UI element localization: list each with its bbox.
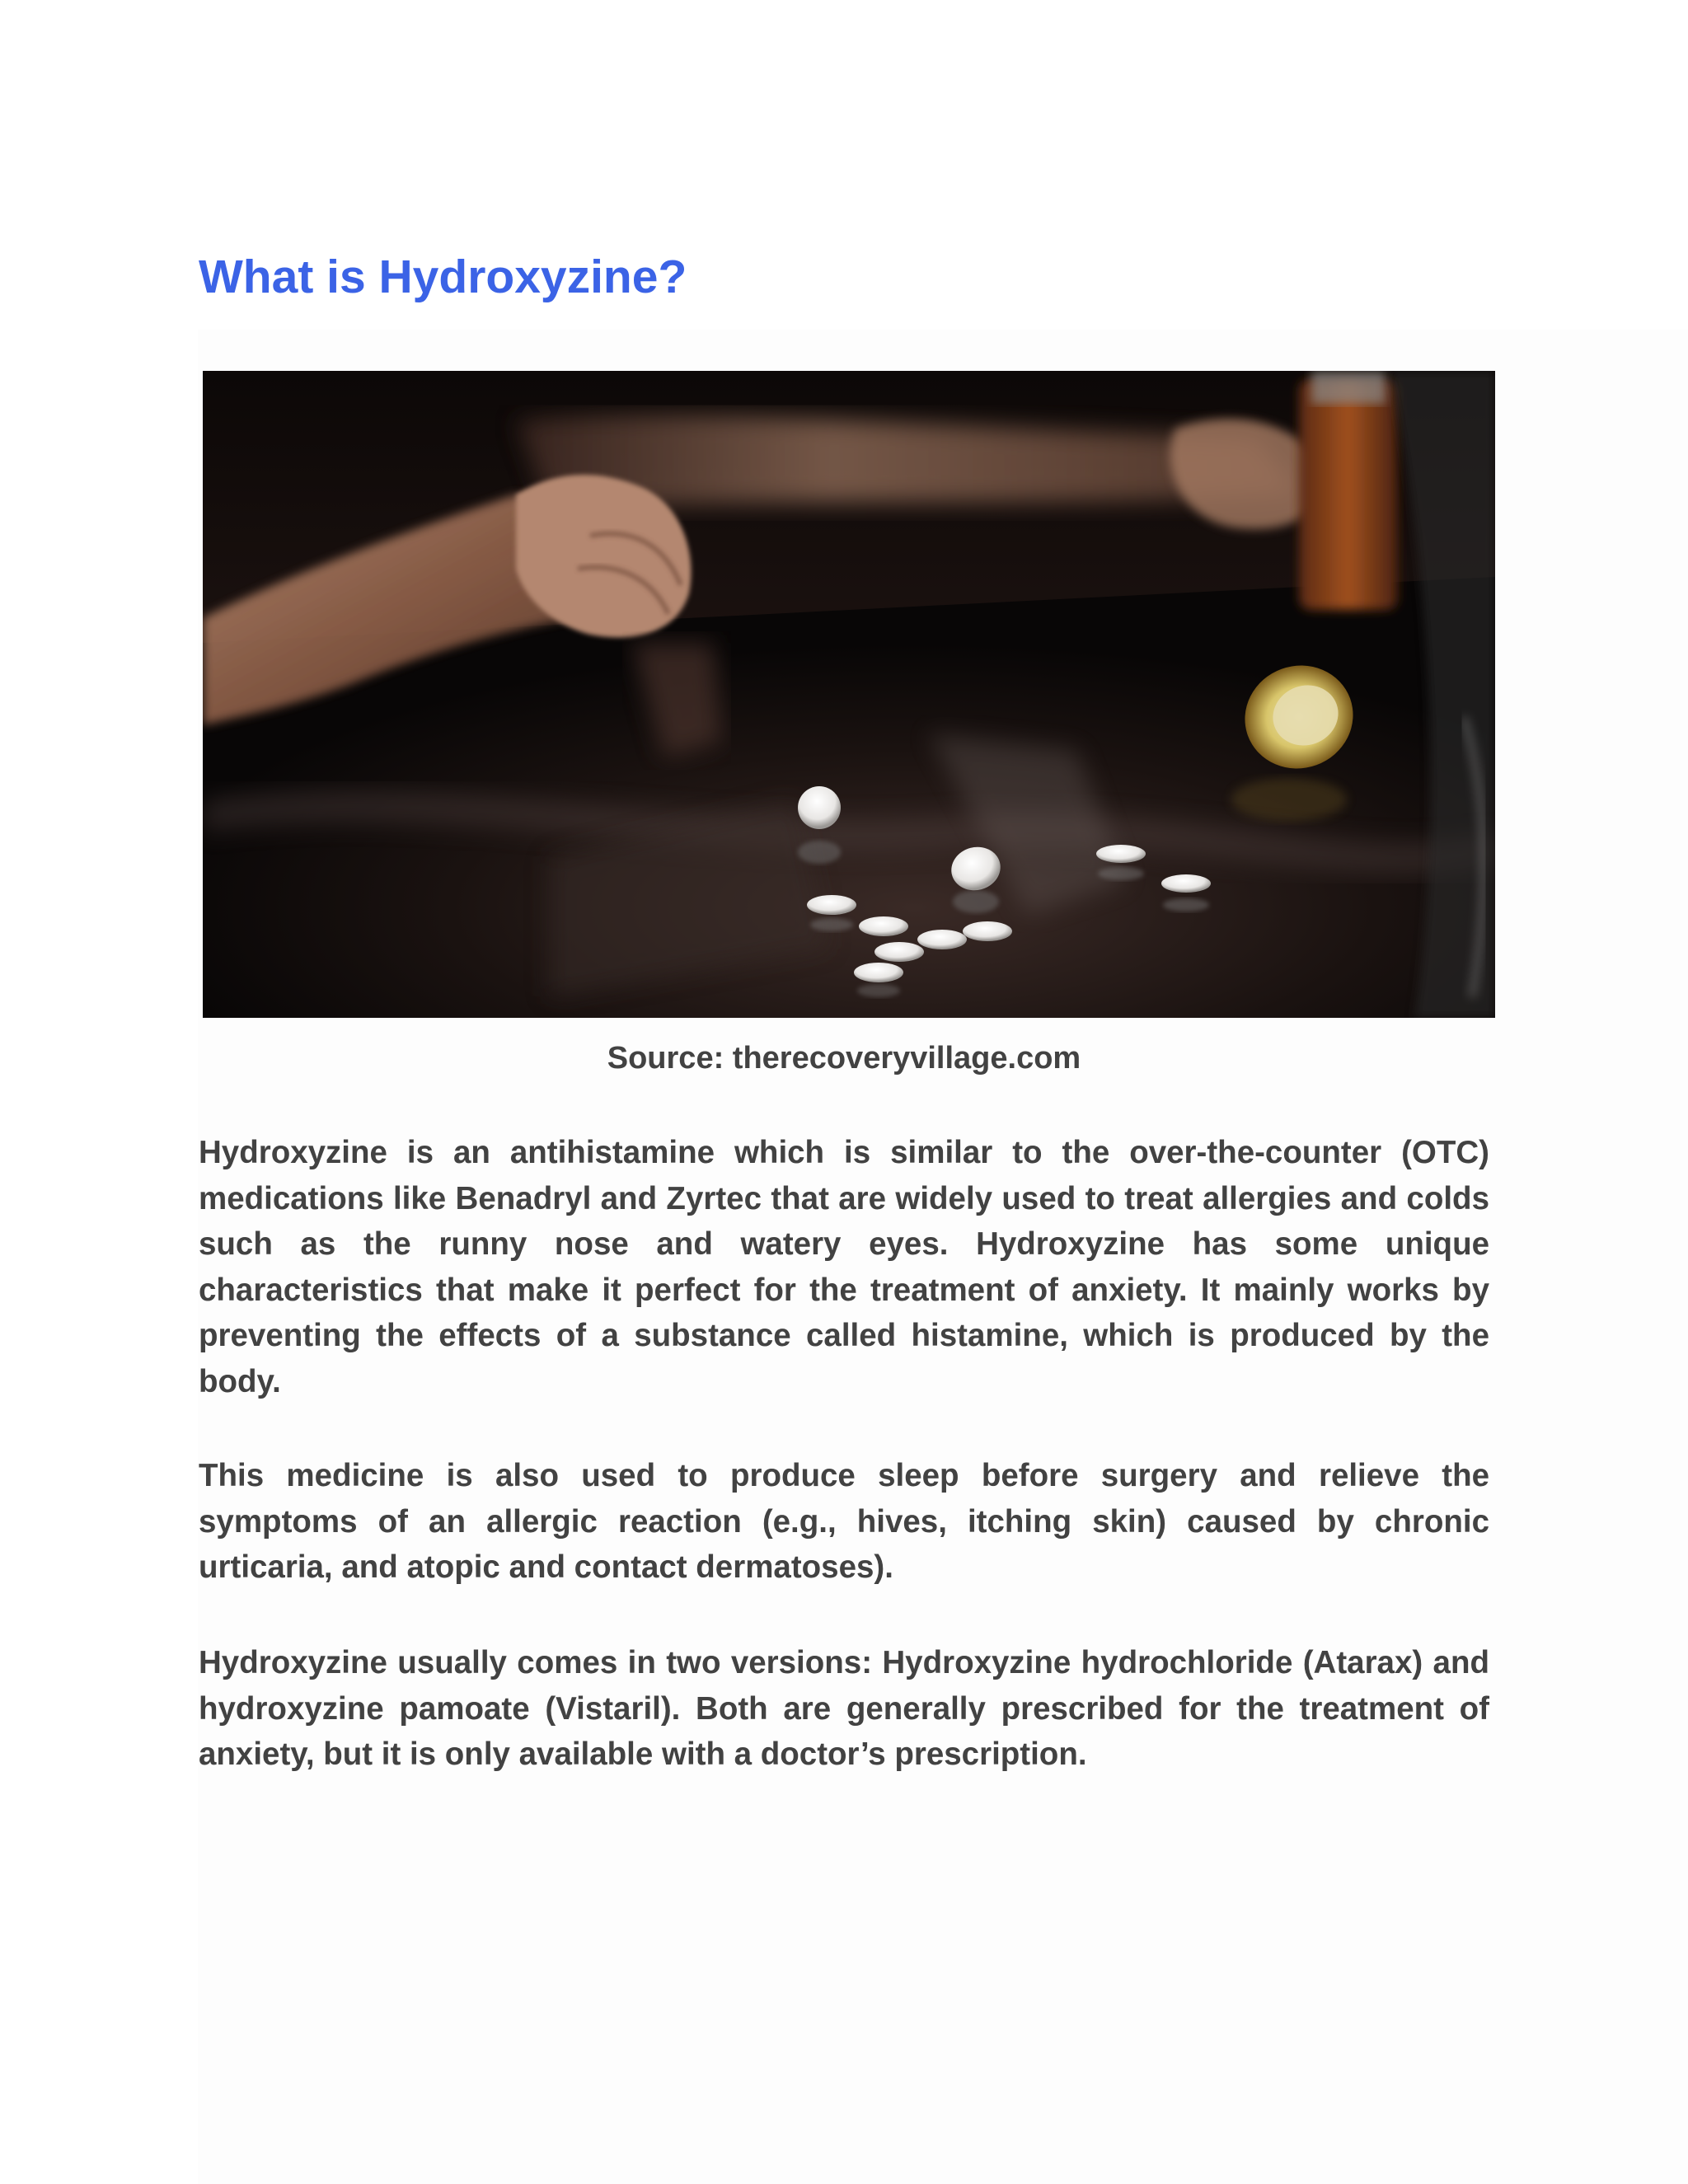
pills-photo-illustration [203,371,1495,1018]
image-caption: Source: therecoveryvillage.com [607,1041,1081,1076]
paragraph-uses: This medicine is also used to produce sleep before surgery and relieve the symptoms of an allergic reaction (e.g., hives, itching skin) caused by chronic urticaria, and atopic and contact dermatoses). [199,1458,1489,1585]
page-title: What is Hydroxyzine? [199,251,687,303]
paragraph-versions: Hydroxyzine usually comes in two versions: Hydroxyzine hydrochloride (Atarax) and hydroxyzine pamoate (Vistaril). Both are generally prescribed for the treatment of anxiety, but it is only available with a doctor’s prescription. [199,1645,1489,1772]
paragraph-intro: Hydroxyzine is an antihistamine which is similar to the over-the-counter (OTC) medications like Benadryl and Zyrtec that are widely used to treat allergies and colds such as the runny nose and watery eyes. Hydroxyzine has some unique characteristics that make it perfect for the treatment of anxiety. It mainly works by preventing the effects of a substance called histamine, which is produced by the body. [199,1135,1489,1399]
article-photo [203,371,1495,1018]
